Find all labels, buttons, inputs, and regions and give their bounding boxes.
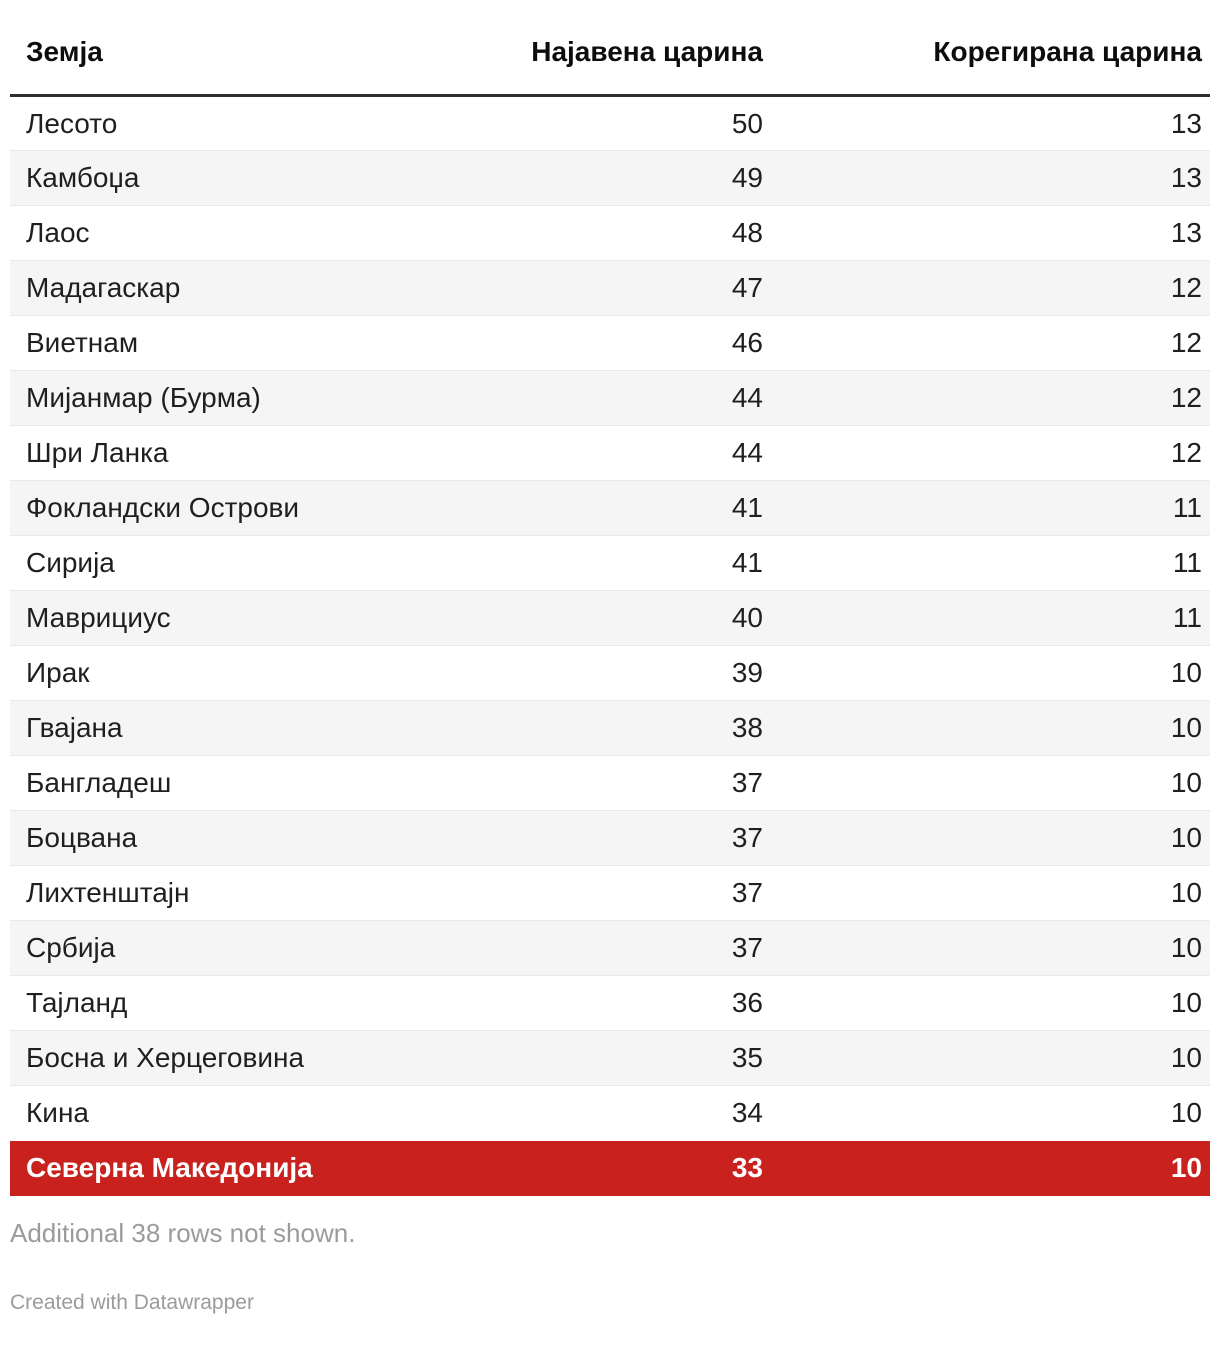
- corrected-cell: 10: [1170, 1152, 1202, 1183]
- table-body: [10, 96, 1210, 1196]
- country-cell: Ирак: [26, 657, 90, 688]
- table-row: [10, 866, 1210, 921]
- corrected-cell: 13: [1170, 162, 1202, 193]
- country-cell: Бангладеш: [26, 767, 172, 798]
- table-row: [10, 481, 1210, 536]
- column-header-announced: Најавена царина: [520, 0, 763, 96]
- announced-cell: 38: [731, 712, 763, 743]
- corrected-cell: 10: [1170, 932, 1202, 963]
- announced-cell: 47: [731, 272, 763, 303]
- corrected-cell: 13: [1170, 107, 1202, 139]
- table-row: [10, 646, 1210, 701]
- table-row: [10, 206, 1210, 261]
- announced-cell: 50: [731, 107, 763, 139]
- corrected-cell: 12: [1170, 437, 1202, 468]
- announced-cell: 36: [731, 987, 763, 1018]
- datawrapper-attribution-link[interactable]: Created with Datawrapper: [10, 1290, 254, 1314]
- country-cell: Виетнам: [26, 327, 139, 358]
- announced-cell: 33: [731, 1152, 763, 1183]
- table-row: [10, 426, 1210, 481]
- announced-cell: 44: [731, 382, 763, 413]
- announced-cell: 39: [731, 657, 763, 688]
- corrected-cell: 10: [1170, 1042, 1202, 1073]
- corrected-cell: 11: [1172, 547, 1202, 578]
- table-row: [10, 1031, 1210, 1086]
- column-header-country: Земја: [10, 0, 520, 96]
- table-row: [10, 811, 1210, 866]
- announced-cell: 35: [731, 1042, 763, 1073]
- country-cell: Сирија: [26, 547, 115, 578]
- announced-cell: 37: [731, 877, 763, 908]
- country-cell: Тајланд: [26, 987, 128, 1018]
- country-cell: Босна и Херцеговина: [26, 1042, 305, 1073]
- corrected-cell: 10: [1170, 712, 1202, 743]
- country-cell: Гвајана: [26, 712, 123, 743]
- country-cell: Северна Македонија: [26, 1152, 313, 1183]
- header-row: [10, 0, 1210, 96]
- corrected-cell: 11: [1172, 492, 1202, 523]
- corrected-cell: 12: [1170, 382, 1202, 413]
- table-row: [10, 261, 1210, 316]
- tariffs-table: [10, 0, 1210, 1196]
- corrected-cell: 11: [1172, 602, 1202, 633]
- country-cell: Маврициус: [26, 602, 171, 633]
- corrected-cell: 10: [1170, 657, 1202, 688]
- country-cell: Лаос: [26, 217, 90, 248]
- country-cell: Камбоџа: [26, 162, 140, 193]
- corrected-cell: 10: [1170, 877, 1202, 908]
- country-cell: Лихтенштајн: [26, 877, 190, 908]
- corrected-cell: 10: [1170, 987, 1202, 1018]
- announced-cell: 37: [731, 932, 763, 963]
- table-row: [10, 151, 1210, 206]
- highlighted-row-north-macedonia: [10, 1141, 1210, 1196]
- country-cell: Лесото: [26, 107, 118, 139]
- announced-cell: 37: [731, 767, 763, 798]
- country-cell: Кина: [26, 1097, 89, 1129]
- table-row: [10, 316, 1210, 371]
- table-row: [10, 976, 1210, 1031]
- country-cell: Шри Ланка: [26, 437, 169, 468]
- announced-cell: 40: [731, 602, 763, 633]
- table-row: [10, 536, 1210, 591]
- table-row: [10, 756, 1210, 811]
- announced-cell: 46: [731, 327, 763, 358]
- announced-cell: 41: [731, 547, 763, 578]
- country-cell: Боцвана: [26, 822, 138, 853]
- table-row: [10, 591, 1210, 646]
- announced-cell: 44: [731, 437, 763, 468]
- announced-cell: 34: [731, 1097, 763, 1129]
- column-header-corrected: Корегирана царина: [763, 0, 1210, 96]
- country-cell: Србија: [26, 932, 116, 963]
- table-header: [10, 0, 1210, 96]
- country-cell: Мадагаскар: [26, 272, 181, 303]
- corrected-cell: 10: [1170, 767, 1202, 798]
- table-row: [10, 1086, 1210, 1141]
- announced-cell: 48: [731, 217, 763, 248]
- announced-cell: 41: [731, 492, 763, 523]
- corrected-cell: 12: [1170, 272, 1202, 303]
- corrected-cell: 10: [1170, 1097, 1202, 1129]
- corrected-cell: 10: [1170, 822, 1202, 853]
- rows-not-shown-note: Additional 38 rows not shown.: [10, 1217, 356, 1248]
- corrected-cell: 13: [1170, 217, 1202, 248]
- table-row: [10, 96, 1210, 151]
- country-cell: Мијанмар (Бурма): [26, 382, 261, 413]
- country-cell: Фокландски Острови: [26, 492, 300, 523]
- table-row: [10, 371, 1210, 426]
- table-row: [10, 921, 1210, 976]
- table-row: [10, 701, 1210, 756]
- corrected-cell: 12: [1170, 327, 1202, 358]
- announced-cell: 37: [731, 822, 763, 853]
- announced-cell: 49: [731, 162, 763, 193]
